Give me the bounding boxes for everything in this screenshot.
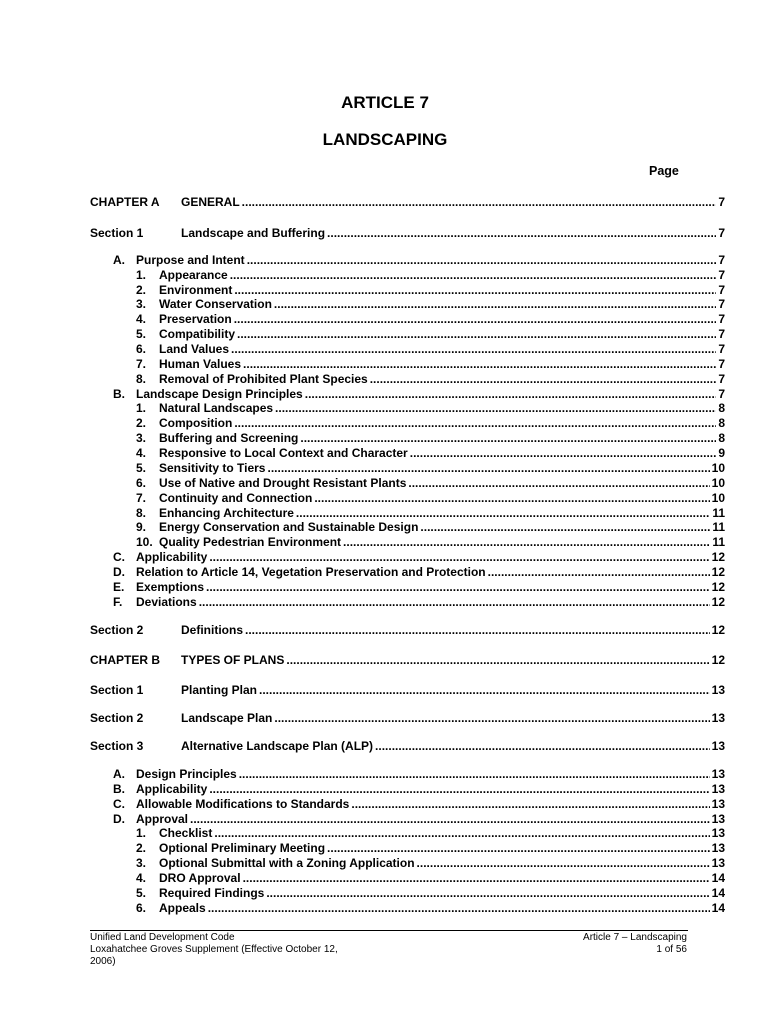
footer-page-number: 1 of 56 — [656, 944, 687, 955]
toc-entry[interactable]: 6. Use of Native and Drought Resistant Plants ..... 10 — [136, 476, 725, 490]
toc-entry[interactable]: 10. Quality Pedestrian Environment ..... 11 — [136, 535, 725, 549]
toc-entry[interactable]: 7. Human Values ..... 7 — [136, 357, 725, 371]
toc-lead: Section 3 — [90, 739, 144, 753]
toc-entry[interactable]: 5. Required Findings ..... 14 — [136, 886, 725, 900]
toc-entry[interactable]: E. Exemptions ..... 12 — [113, 580, 725, 594]
toc-entry[interactable]: Planting Plan ..... 13 — [181, 683, 725, 697]
toc-entry[interactable]: 2. Environment ..... 7 — [136, 283, 725, 297]
footer-article: Article 7 – Landscaping — [583, 932, 687, 943]
toc-entry[interactable]: D. Approval ..... 13 — [113, 812, 725, 826]
footer-rule — [90, 930, 688, 931]
toc-lead: Section 2 — [90, 623, 144, 637]
toc-entry[interactable]: 4. Responsive to Local Context and Character ..... 9 — [136, 446, 725, 460]
toc-entry[interactable]: 9. Energy Conservation and Sustainable Design ..... 11 — [136, 520, 725, 534]
toc-entry[interactable]: 5. Sensitivity to Tiers ..... 10 — [136, 461, 725, 475]
toc-entry[interactable]: D. Relation to Article 14, Vegetation Preservation and Protection ..... 12 — [113, 565, 725, 579]
footer-code-name: Unified Land Development Code — [90, 932, 235, 943]
footer-page-info — [560, 932, 687, 956]
toc-entry[interactable]: Definitions ..... 12 — [181, 623, 725, 637]
toc-entry[interactable]: 8. Enhancing Architecture ..... 11 — [136, 506, 725, 520]
toc-entry[interactable]: TYPES OF PLANS ..... 12 — [181, 653, 725, 667]
toc-entry[interactable]: 8. Removal of Prohibited Plant Species ..... 7 — [136, 372, 725, 386]
toc-entry[interactable]: 4. Preservation ..... 7 — [136, 312, 725, 326]
toc-lead: Section 1 — [90, 683, 144, 697]
toc-entry[interactable]: 1. Natural Landscapes ..... 8 — [136, 401, 725, 415]
toc-entry[interactable]: Alternative Landscape Plan (ALP) ..... 13 — [181, 739, 725, 753]
toc-entry[interactable]: A. Purpose and Intent ..... 7 — [113, 253, 725, 267]
toc-entry[interactable]: 3. Water Conservation ..... 7 — [136, 297, 725, 311]
toc-entry[interactable]: Landscape Plan ..... 13 — [181, 711, 725, 725]
toc-entry[interactable]: 5. Compatibility ..... 7 — [136, 327, 725, 341]
toc-entry[interactable]: 7. Continuity and Connection ..... 10 — [136, 491, 725, 505]
toc-entry[interactable]: B. Landscape Design Principles ..... 7 — [113, 387, 725, 401]
footer-supplement: Loxahatchee Groves Supplement (Effective October 12, — [90, 944, 338, 955]
toc-entry[interactable]: 3. Optional Submittal with a Zoning Application ..... 13 — [136, 856, 725, 870]
toc-entry[interactable]: 2. Optional Preliminary Meeting ..... 13 — [136, 841, 725, 855]
toc-entry[interactable]: 6. Appeals ..... 14 — [136, 901, 725, 915]
toc-entry[interactable]: C. Allowable Modifications to Standards ..... 13 — [113, 797, 725, 811]
toc-entry[interactable]: 1. Appearance ..... 7 — [136, 268, 725, 282]
toc-lead: Section 2 — [90, 711, 144, 725]
toc-entry[interactable]: C. Applicability ..... 12 — [113, 550, 725, 564]
article-subtitle: LANDSCAPING — [322, 130, 448, 149]
toc-entry[interactable]: Landscape and Buffering ..... 7 — [181, 226, 725, 240]
toc-entry[interactable]: 3. Buffering and Screening ..... 8 — [136, 431, 725, 445]
toc-lead: CHAPTER B — [90, 653, 161, 667]
toc-entry[interactable]: A. Design Principles ..... 13 — [113, 767, 725, 781]
toc-entry[interactable]: B. Applicability ..... 13 — [113, 782, 725, 796]
footer-source — [90, 932, 350, 968]
toc-entry[interactable]: 6. Land Values ..... 7 — [136, 342, 725, 356]
toc-lead: CHAPTER A — [90, 195, 160, 209]
toc-entry[interactable]: 1. Checklist ..... 13 — [136, 826, 725, 840]
page-column-header: Page — [649, 164, 679, 178]
toc-entry[interactable]: 2. Composition ..... 8 — [136, 416, 725, 430]
toc-lead: Section 1 — [90, 226, 144, 240]
footer-date: 2006) — [90, 956, 116, 967]
toc-entry[interactable]: F. Deviations ..... 12 — [113, 595, 725, 609]
article-title: ARTICLE 7 — [341, 93, 429, 112]
toc-entry[interactable]: 4. DRO Approval ..... 14 — [136, 871, 725, 885]
toc-entry[interactable]: GENERAL ..... 7 — [181, 195, 725, 209]
